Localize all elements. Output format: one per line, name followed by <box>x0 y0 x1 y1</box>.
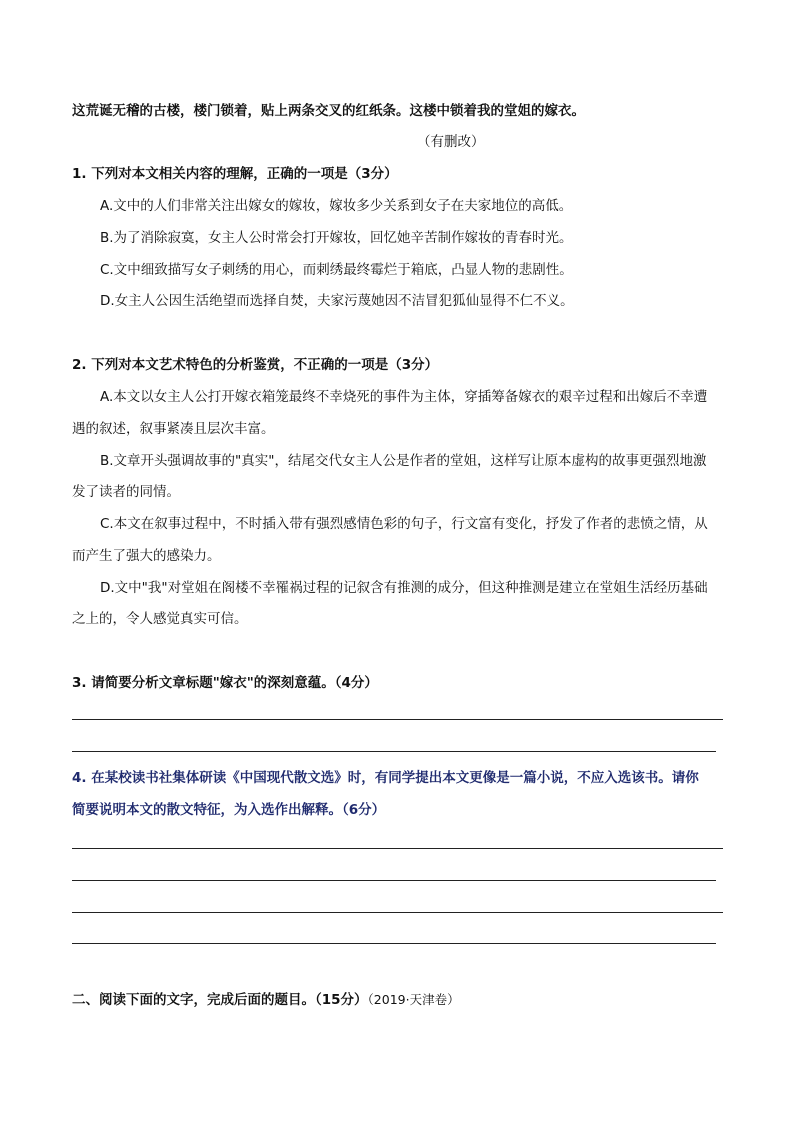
question-2-option-c-line1: C.本文在叙事过程中，不时插入带有强烈感情色彩的句子，行文富有变化，抒发了作者的悲愤之情，从 <box>100 516 708 532</box>
question-1-stem: 1. 下列对本文相关内容的理解，正确的一项是（3分） <box>72 166 398 182</box>
section-2-heading: 二、阅读下面的文字，完成后面的题目。（15分） <box>72 992 368 1008</box>
question-3-stem: 3. 请简要分析文章标题"嫁衣"的深刻意蕴。（4分） <box>72 675 378 691</box>
answer-line[interactable] <box>72 848 723 849</box>
question-2-option-d-line1: D.文中"我"对堂姐在阁楼不幸罹祸过程的记叙含有推测的成分，但这种推测是建立在堂姐生活经历基础 <box>100 580 708 596</box>
question-2-option-b-line2: 发了读者的同情。 <box>72 484 180 500</box>
question-2-option-a-line2: 遇的叙述，叙事紧凑且层次丰富。 <box>72 421 275 437</box>
question-4-stem-line2: 简要说明本文的散文特征，为入选作出解释。（6分） <box>72 802 386 818</box>
answer-line[interactable] <box>72 751 716 752</box>
question-2-option-a-line1: A.本文以女主人公打开嫁衣箱笼最终不幸烧死的事件为主体，穿插筹备嫁衣的艰辛过程和出嫁后不幸遭 <box>100 389 708 405</box>
answer-line[interactable] <box>72 943 716 944</box>
question-2-option-b-line1: B.文章开头强调故事的"真实"，结尾交代女主人公是作者的堂姐，这样写让原本虚构的故事更强烈地激 <box>100 453 707 469</box>
passage-closing-line: 这荒诞无稽的古楼，楼门锁着，贴上两条交叉的红纸条。这楼中锁着我的堂姐的嫁衣。 <box>72 103 585 119</box>
question-1-option-d: D.女主人公因生活绝望而选择自焚，夫家污蔑她因不洁冒犯狐仙显得不仁不义。 <box>100 293 574 309</box>
section-2-source: （2019·天津卷） <box>367 992 460 1007</box>
answer-line[interactable] <box>72 912 723 913</box>
section-2-heading-row <box>72 991 460 1009</box>
question-2-stem: 2. 下列对本文艺术特色的分析鉴赏，不正确的一项是（3分） <box>72 357 439 373</box>
answer-line[interactable] <box>72 719 723 720</box>
revision-note: （有删改） <box>417 134 485 150</box>
answer-line[interactable] <box>72 880 716 881</box>
question-1-option-b: B.为了消除寂寞，女主人公时常会打开嫁妆，回忆她辛苦制作嫁妆的青春时光。 <box>100 230 573 246</box>
question-1-option-c: C.文中细致描写女子刺绣的用心，而刺绣最终霉烂于箱底，凸显人物的悲剧性。 <box>100 262 573 278</box>
question-2-option-c-line2: 而产生了强大的感染力。 <box>72 548 221 564</box>
question-1-option-a: A.文中的人们非常关注出嫁女的嫁妆，嫁妆多少关系到女子在夫家地位的高低。 <box>100 198 573 214</box>
question-4-stem-line1: 4. 在某校读书社集体研读《中国现代散文选》时，有同学提出本文更像是一篇小说，不应入选该书。请你 <box>72 770 699 786</box>
question-2-option-d-line2: 之上的，令人感觉真实可信。 <box>72 611 248 627</box>
